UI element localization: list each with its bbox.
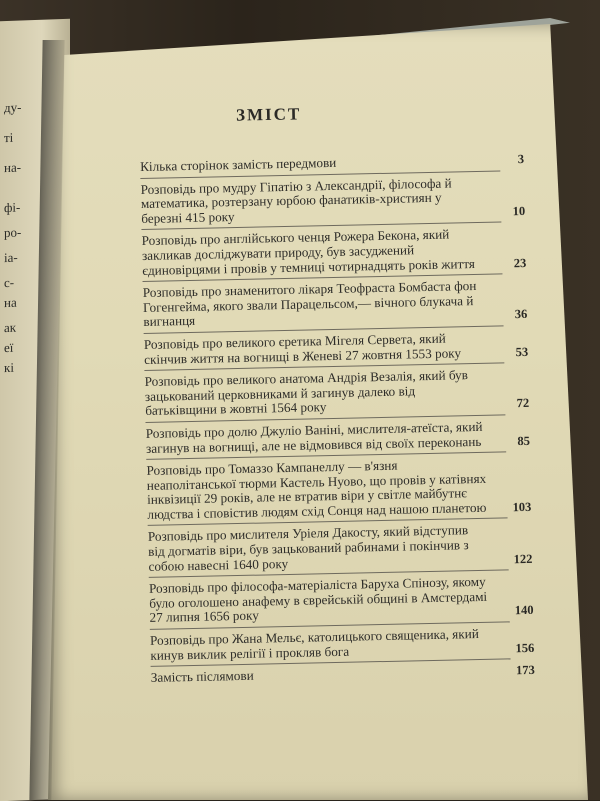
toc-entry-text: Розповідь про великого анатома Андрія Везалія, який був зацькований церковниками й загинув далеко від батьківщини в жовтні 1564 року — [144, 367, 469, 419]
toc-entry-text: Розповідь про філософа-матеріаліста Баруха Спінозу, якому було оголошено анафему в єврейській общині в Амстердамі 27 липня 1656 року — [148, 574, 488, 626]
toc-entry — [143, 330, 529, 367]
toc-entry-text: Розповідь про мислителя Уріеля Дакосту, який відступив від догматів віри, був зацькований рабинами і покінчив з собою навесні 1640 року — [147, 522, 469, 574]
toc-entry — [141, 226, 527, 278]
toc-page-number: 53 — [515, 344, 529, 359]
left-page-fragment: на- — [4, 159, 22, 176]
toc-entry — [144, 367, 530, 419]
toc-entry-text: Кілька сторінок замість передмови — [139, 154, 337, 174]
left-page-fragment: с- — [4, 274, 15, 291]
toc-entry-text: Розповідь про Жана Мельє, католицького священика, який кинув виклик релігії і прокляв бога — [149, 626, 479, 663]
left-page-fragment: ак — [4, 319, 17, 336]
toc-page-number: 156 — [515, 640, 535, 655]
page-title: ЗМІСТ — [235, 104, 302, 125]
toc-entry-text: Розповідь про англійського ченця Рожера Бекона, який закликав досліджувати природу, був засуджений єдиновірцями і провів у темниці чотирнадцять років життя — [141, 226, 476, 278]
toc-entry-text: Замість післямови — [150, 667, 254, 686]
toc-entry — [140, 175, 526, 226]
toc-entry-text: Розповідь про великого єретика Мігеля Сервета, який скінчив життя на вогнищі в Женеві 27 жовтня 1553 року — [143, 330, 462, 367]
toc-page-number: 10 — [512, 203, 526, 218]
toc-entry-text: Розповідь про Томаззо Кампанеллу — в'язня неаполітанської тюрми Кастель Нуово, що провів у катівнях інквізиції 29 років, але не втратив віри у світле майбутнє людства і сповістив людям схід Сонця над нашою планетою — [146, 457, 487, 522]
toc-page-number: 122 — [513, 551, 533, 566]
toc-page-number: 173 — [515, 663, 535, 678]
left-page-fragment: кі — [4, 359, 14, 376]
toc-entry — [148, 574, 534, 626]
toc-page-number: 3 — [517, 151, 525, 167]
left-page-fragment: фі- — [4, 199, 21, 216]
toc-page-number: 103 — [512, 499, 532, 515]
toc-entry-text: Розповідь про знаменитого лікаря Теофраста Бомбаста фон Гогенгейма, якого звали Парацельсом,— вічного блукача й вигнанця — [142, 278, 477, 330]
table-of-contents — [139, 151, 535, 686]
toc-entry-text: Розповідь про долю Джуліо Ваніні, мислителя-атеїста, який загинув на вогнищі, але не відмовився від своїх переконань — [145, 418, 483, 456]
left-page-fragment: ро- — [4, 224, 22, 241]
toc-entry — [146, 456, 532, 522]
toc-entry — [149, 626, 535, 663]
toc-page-number: 72 — [516, 396, 530, 411]
toc-entry — [142, 278, 528, 330]
toc-page-number: 23 — [513, 255, 527, 270]
toc-page-number: 140 — [514, 603, 534, 618]
left-page-fragment: еї — [4, 339, 14, 356]
toc-page-number: 36 — [514, 307, 528, 322]
toc-entry — [147, 522, 533, 574]
toc-page-number: 85 — [517, 433, 531, 448]
left-page-fragment: ду- — [4, 99, 22, 116]
toc-entry — [145, 418, 531, 456]
left-page-fragment: ті — [4, 129, 14, 146]
left-page-fragment: іа- — [4, 249, 18, 266]
toc-entry-text: Розповідь про мудру Гіпатію з Александрії, філософа й математика, розтерзану юрбою фанатиків-християн у березні 415 року — [140, 175, 452, 226]
left-page-fragment: на — [4, 294, 17, 311]
